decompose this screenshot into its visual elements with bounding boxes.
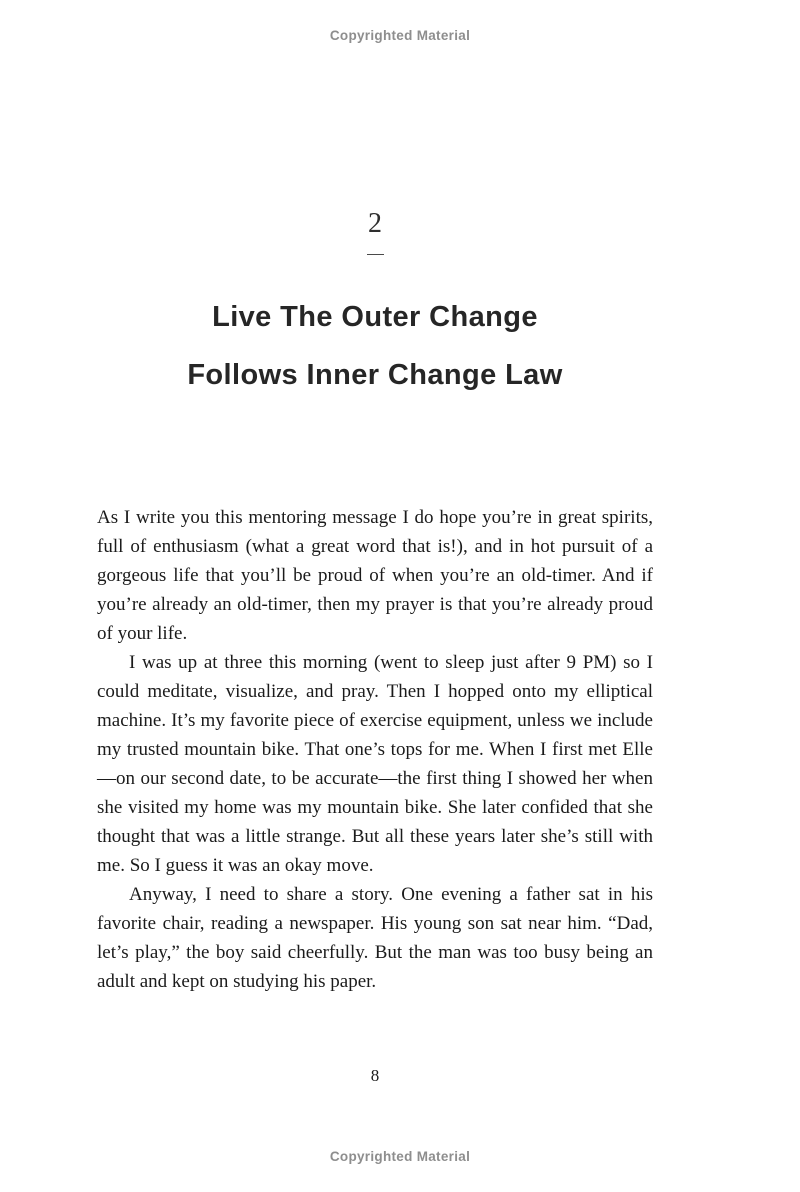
body-text [97,503,653,996]
copyright-notice-top: Copyrighted Material [329,28,471,43]
paragraph: Anyway, I need to share a story. One evening a father sat in his favorite chair, reading a newspaper. His young son sat near him. “Dad, let’s play,” the boy said cheerfully. But the man was too busy being an adult and kept on studying his paper. [97,884,653,992]
chapter-number: 2 [368,208,382,239]
paragraph: As I write you this mentoring message I do hope you’re in great spirits, full of enthusiasm (what a great word that is!), and in hot pursuit of a gorgeous life that you’ll be proud of when you’re an old-timer. And if you’re already an old-timer, then my prayer is that you’re already proud of your life. [97,507,653,644]
page-number: 8 [370,1066,380,1085]
chapter-title-line1: Live The Outer Change [212,301,538,333]
copyright-notice-bottom: Copyrighted Material [329,1149,471,1164]
chapter-title-line2: Follows Inner Change Law [187,359,563,391]
chapter-divider-line [367,254,384,255]
chapter-title [0,288,750,404]
paragraph: I was up at three this morning (went to sleep just after 9 PM) so I could meditate, visualize, and pray. Then I hopped onto my elliptical machine. It’s my favorite piece of exercise equipment, unless we include my trusted mountain bike. That one’s tops for me. When I first met Elle—on our second date, to be accurate—the first thing I showed her when she visited my home was my mountain bike. She later confided that she thought that was a little strange. But all these years later she’s still with me. So I guess it was an okay move. [97,652,653,876]
